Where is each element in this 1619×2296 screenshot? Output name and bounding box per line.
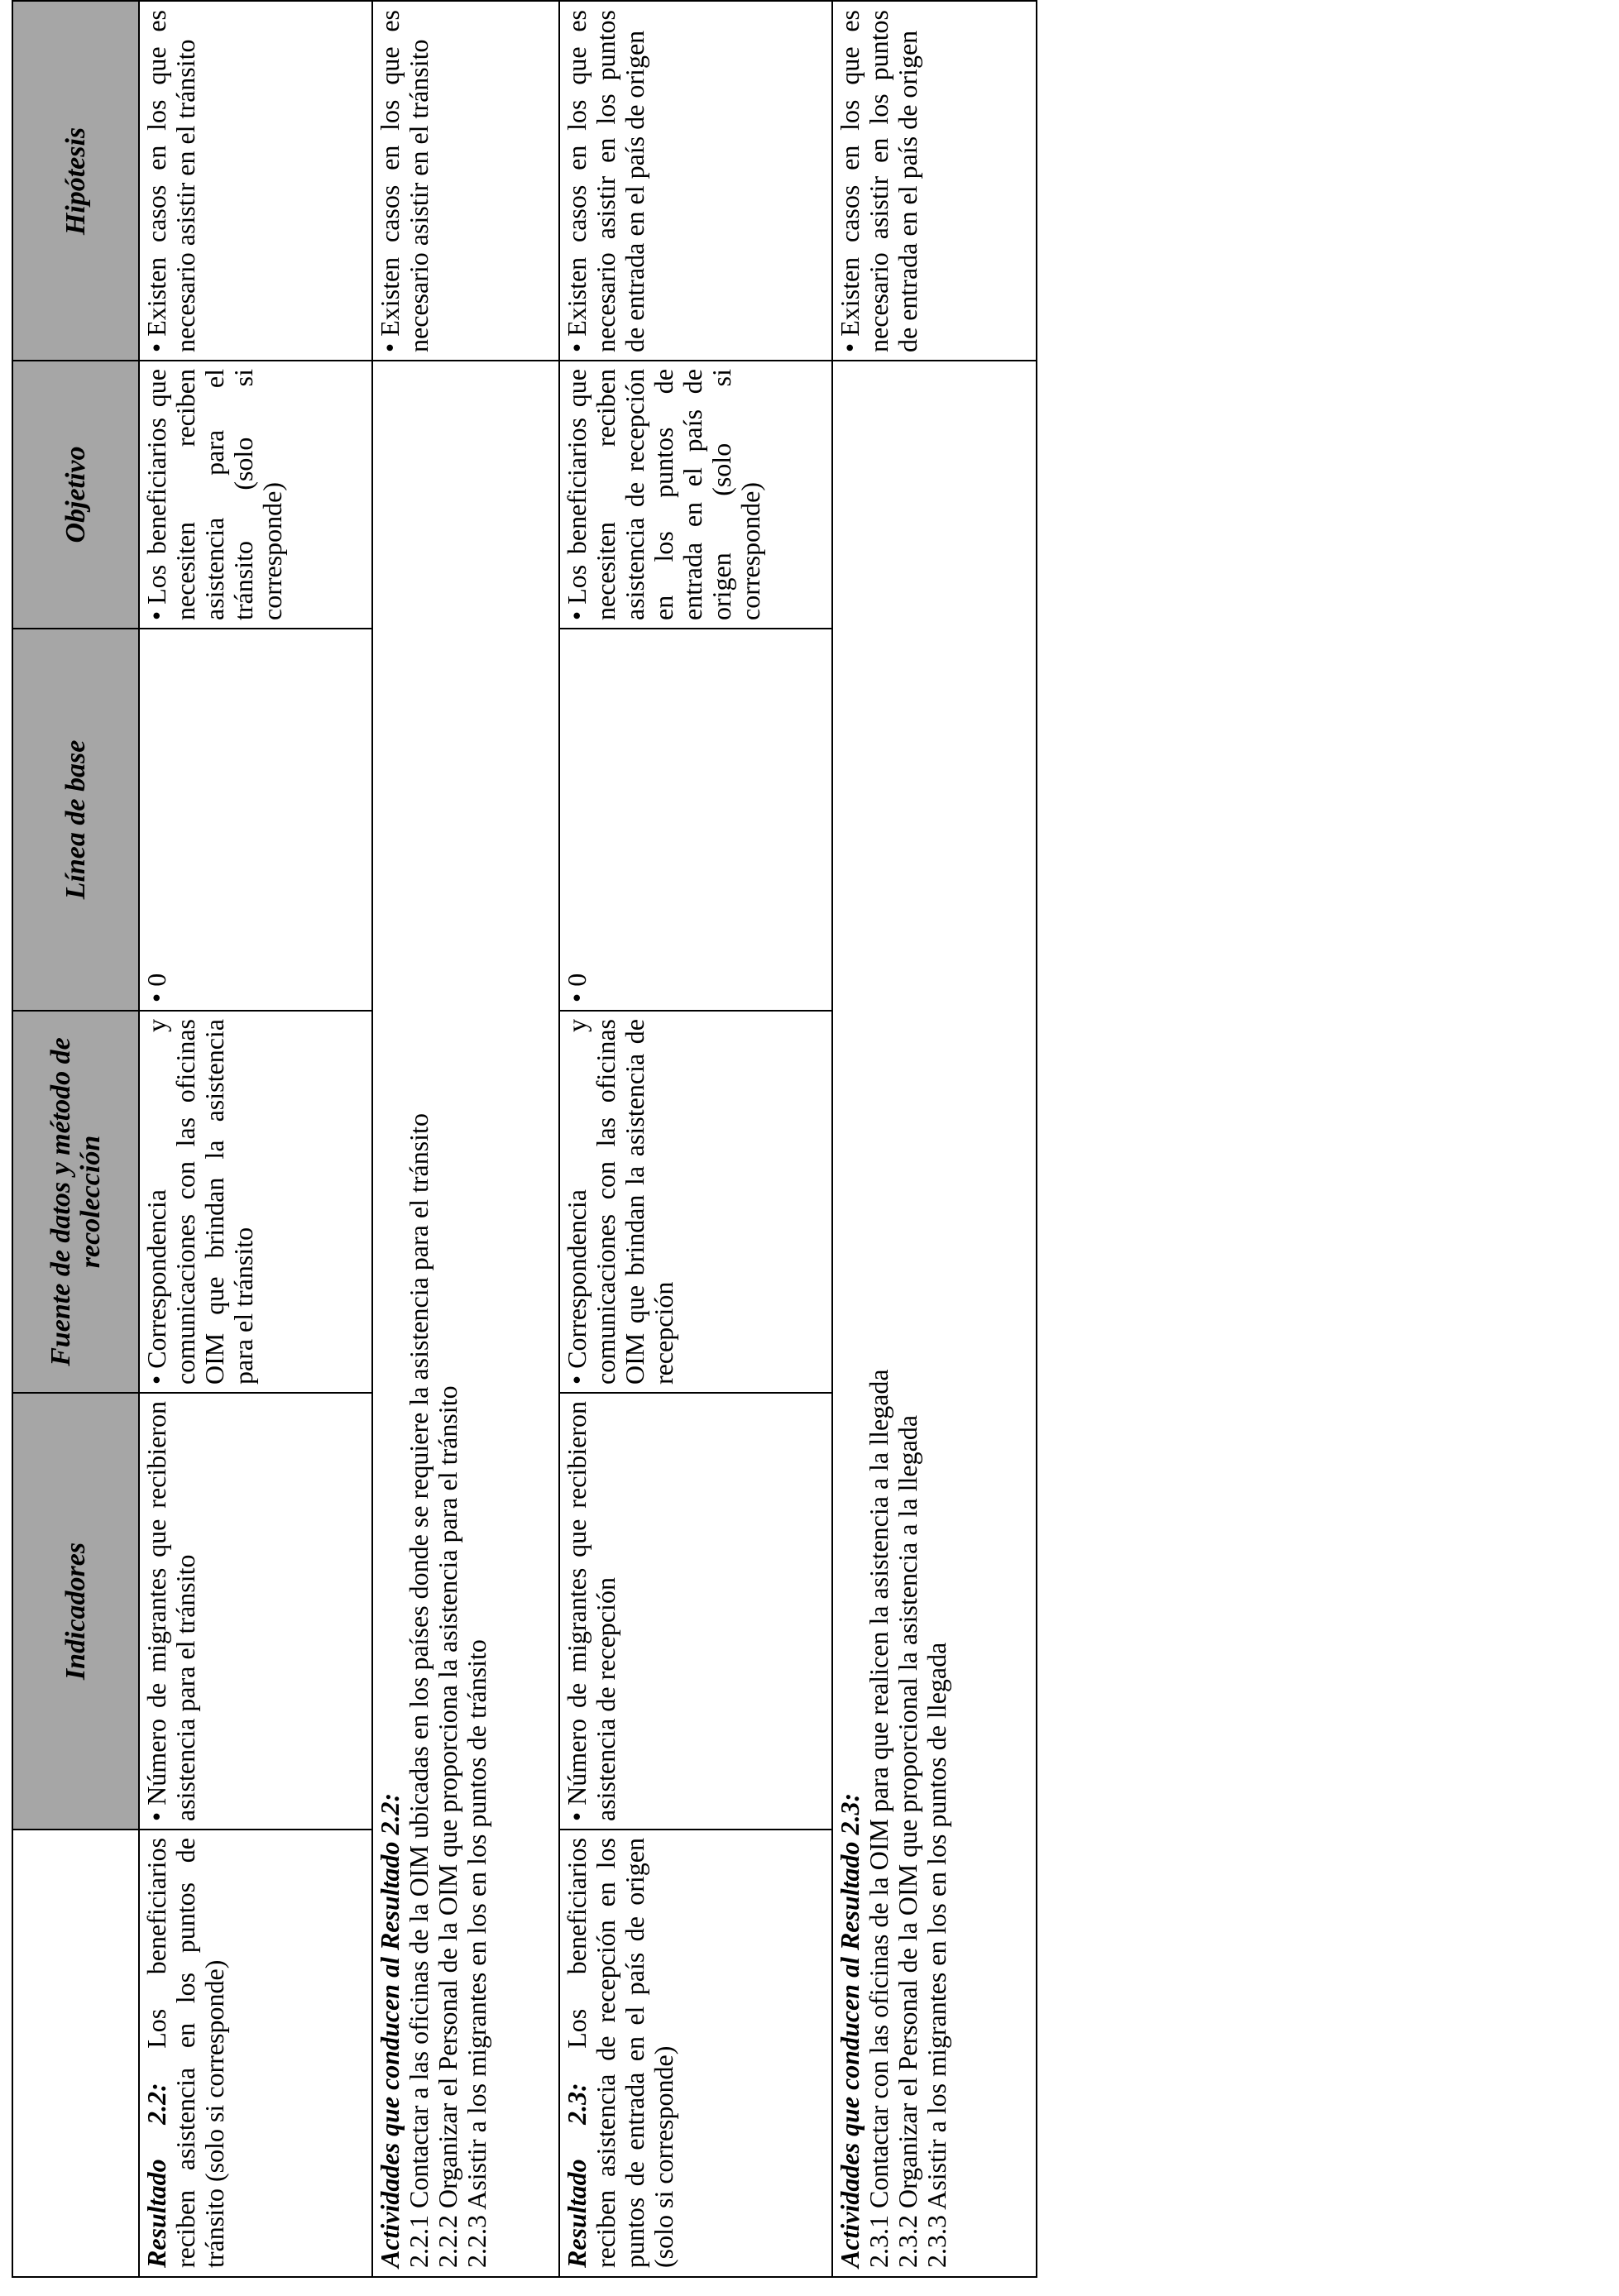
r22-linea-base-cell (139, 629, 372, 1011)
rule-r22-bottom (371, 2, 373, 2276)
r22-objetivo-cell (139, 361, 372, 629)
rule-col-3-header (13, 1010, 372, 1012)
rule-act22-bottom (558, 2, 560, 2276)
header-resultado (13, 1830, 139, 2276)
rule-col-5 (13, 360, 1036, 361)
header-fuente-label: Fuente de datos y método de recolección (46, 1037, 106, 1366)
r23-label: Resultado 2.3: (562, 2083, 592, 2268)
r22-indicador: • Número de migrantes que recibieron asistencia para el tránsito (141, 1401, 200, 1821)
rule-col-3-r23 (559, 1010, 832, 1012)
r23-fuente-cell (559, 1011, 832, 1393)
r22-hipotesis-cell (139, 2, 372, 361)
r23-text: Los beneficiarios reciben asistencia de recepción en los puntos de entrada en el país de origen (solo si corresponde) (562, 1837, 678, 2268)
act22-item: 2.2.2 Organizar el Personal de la OIM que proporciona la asistencia para el tránsito (433, 1385, 462, 2268)
header-linea-base (13, 629, 139, 1011)
r22-hipotesis: • Existen casos en los que es necesario asistir en el tránsito (141, 10, 200, 352)
r22-linea-base: • 0 (141, 973, 171, 1002)
header-hipotesis-label: Hipótesis (60, 127, 91, 236)
header-indicadores-label: Indicadores (60, 1542, 91, 1681)
r23-indicador-cell (559, 1393, 832, 1830)
r23-objetivo: • Los beneficiarios que necesiten reciben asistencia de recepción en los puntos de entrada en el país de origen (solo si corresponde) (562, 369, 765, 620)
act22-hipotesis: • Existen casos en los que es necesario asistir en el tránsito (375, 10, 433, 352)
r22-fuente-cell (139, 1011, 372, 1393)
act23-item: 2.3.3 Asistir a los migrantes en los en los puntos de llegada (922, 1642, 951, 2268)
r23-linea-base: • 0 (562, 973, 592, 1002)
act22-title: Actividades que conducen al Resultado 2.2: (375, 1792, 405, 2268)
r23-indicador: • Número de migrantes que recibieron asistencia de recepción (562, 1401, 620, 1821)
r22-text: Los beneficiarios reciben asistencia en los puntos de tránsito (solo si corresponde) (141, 1837, 229, 2268)
rule-col-4-r23 (559, 628, 832, 629)
act23-hipotesis: • Existen casos en los que es necesario asistir en los puntos de entrada en el país de origen (835, 10, 922, 352)
rule-col-2-r23 (559, 1392, 832, 1394)
header-linea-base-label: Línea de base (60, 739, 91, 900)
rule-r23-bottom (831, 2, 833, 2276)
r23-resultado-cell (559, 1830, 832, 2276)
r23-hipotesis: • Existen casos en los que es necesario asistir en los puntos de entrada en el país de origen (562, 10, 649, 352)
rule-header-bottom (138, 2, 140, 2276)
header-hipotesis (13, 2, 139, 361)
rule-col-4-header (13, 628, 372, 629)
header-indicadores (13, 1393, 139, 1830)
r23-objetivo-cell (559, 361, 832, 629)
rule-col-1-r23 (559, 1829, 832, 1830)
r22-resultado-cell (139, 1830, 372, 2276)
logframe-table (12, 0, 1037, 2278)
r22-fuente: • Correspondencia y comunicaciones con las oficinas OIM que brindan la asistencia para el tránsito (141, 1019, 258, 1385)
act23-cell (832, 361, 1036, 2276)
rule-col-2-header (13, 1392, 372, 1394)
r22-objetivo: • Los beneficiarios que necesiten reciben asistencia para el tránsito (solo si corresponde) (141, 369, 287, 620)
act22-cell (372, 361, 559, 2276)
r23-hipotesis-cell (559, 2, 832, 361)
act22-item: 2.2.1 Contactar a las oficinas de la OIM ubicadas en los países donde se requiere la asistencia para el tránsito (404, 1113, 433, 2268)
rule-col-1-header (13, 1829, 372, 1830)
act23-title: Actividades que conducen al Resultado 2.3: (835, 1792, 865, 2268)
r22-label: Resultado 2.2: (141, 2083, 171, 2268)
act22-item: 2.2.3 Asistir a los migrantes en los en los puntos de tránsito (462, 1639, 491, 2268)
act23-item: 2.3.2 Organizar el Personal de la OIM que proporcional la asistencia a la llegada (893, 1414, 922, 2268)
header-fuente (13, 1011, 139, 1393)
act23-hipotesis-cell (832, 2, 1036, 361)
act22-hipotesis-cell (372, 2, 559, 361)
header-objetivo (13, 361, 139, 629)
act23-item: 2.3.1 Contactar con las oficinas de la OIM para que realicen la asistencia a la llegada (864, 1369, 893, 2268)
r23-fuente: • Correspondencia y comunicaciones con las oficinas OIM que brindan la asistencia de recepción (562, 1019, 678, 1385)
header-objetivo-label: Objetivo (60, 446, 91, 543)
r22-indicador-cell (139, 1393, 372, 1830)
r23-linea-base-cell (559, 629, 832, 1011)
